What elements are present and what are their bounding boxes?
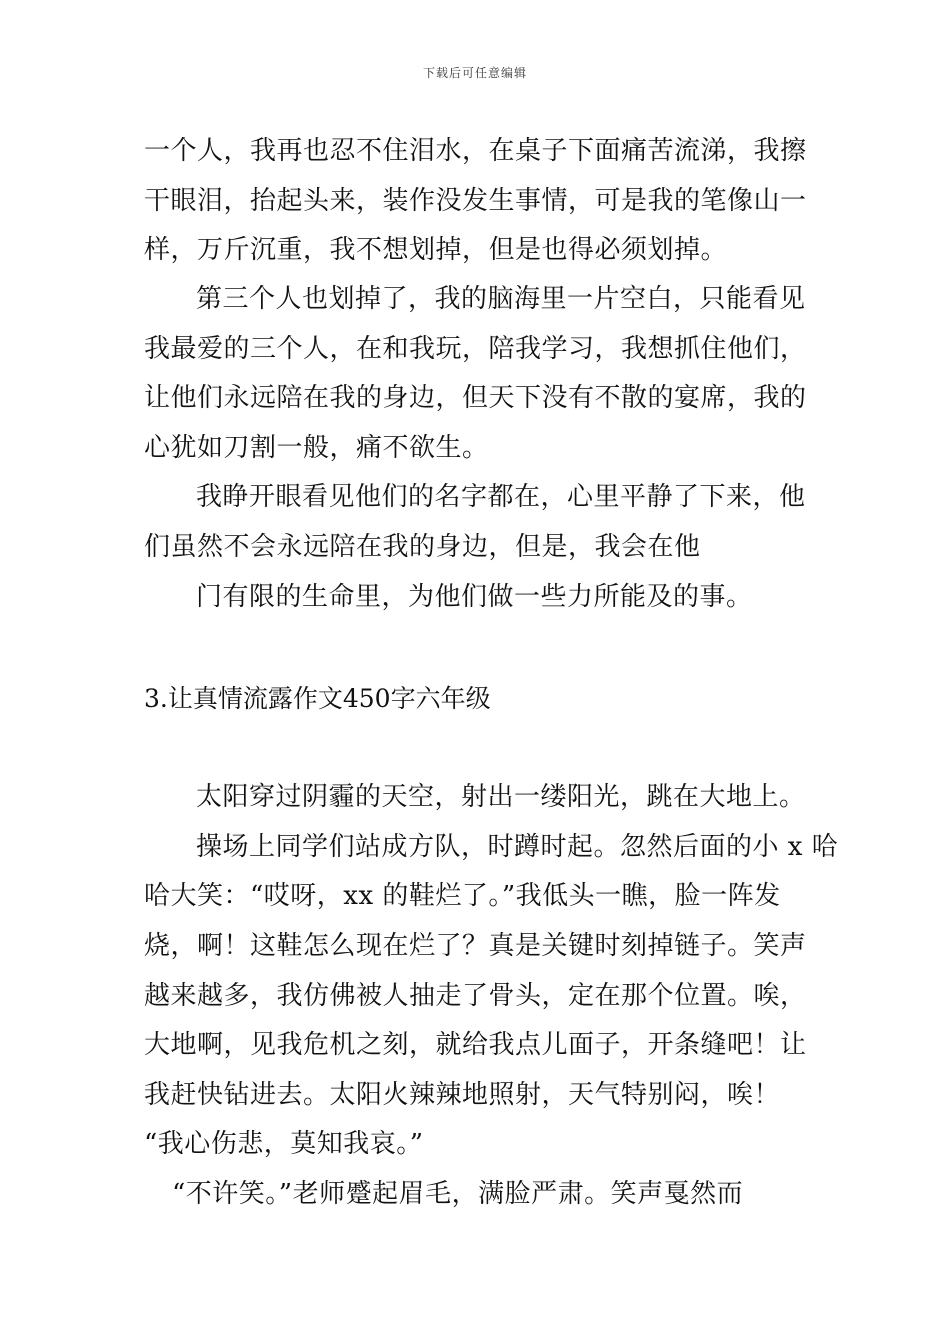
paragraph-line: 们虽然不会永远陪在我的身边，但是，我会在他 <box>144 532 701 562</box>
paragraph-line: 我睁开眼看见他们的名字都在，心里平静了下来，他 <box>196 482 806 512</box>
paragraph-line: 太阳穿过阴霾的天空，射出一缕阳光，跳在大地上。 <box>196 782 806 812</box>
page-header: 下载后可任意编辑 <box>422 66 527 80</box>
section-title: 3.让真情流露作文450字六年级 <box>144 684 491 713</box>
paragraph-line: 门有限的生命里，为他们做一些力所能及的事。 <box>196 582 753 612</box>
paragraph-line: 我最爱的三个人，在和我玩，陪我学习，我想抓住他们， <box>144 334 807 364</box>
paragraph-line: 第三个人也划掉了，我的脑海里一片空白，只能看见 <box>196 284 806 314</box>
paragraph-line: 干眼泪，抬起头来，装作没发生事情，可是我的笔像山一 <box>144 186 807 216</box>
paragraph-line: “不许笑。”老师蹙起眉毛，满脸严肃。笑声戛然而 <box>172 1179 744 1209</box>
paragraph-line: 我赶快钻进去。太阳火辣辣地照射，天气特别闷，唉！ <box>144 1080 781 1110</box>
paragraph-line: 心犹如刀割一般，痛不欲生。 <box>144 433 489 463</box>
paragraph-line: 哈大笑：“哎呀，xx 的鞋烂了。”我低头一瞧，脸一阵发 <box>144 881 781 911</box>
paragraph-line: “我心伤悲，莫知我哀。” <box>144 1129 424 1159</box>
paragraph-line: 操场上同学们站成方队，时蹲时起。忽然后面的小 x 哈 <box>196 832 839 862</box>
paragraph-line: 一个人，我再也忍不住泪水，在桌子下面痛苦流涕，我擦 <box>144 136 807 166</box>
paragraph-line: 大地啊，见我危机之刻，就给我点儿面子，开条缝吧！让 <box>144 1030 807 1060</box>
paragraph-line: 样，万斤沉重，我不想划掉，但是也得必须划掉。 <box>144 235 728 265</box>
paragraph-line: 越来越多，我仿佛被人抽走了骨头，定在那个位置。唉， <box>144 981 807 1011</box>
paragraph-line: 烧，啊！这鞋怎么现在烂了？真是关键时刻掉链子。笑声 <box>144 931 807 961</box>
paragraph-line: 让他们永远陪在我的身边，但天下没有不散的宴席，我的 <box>144 383 807 413</box>
